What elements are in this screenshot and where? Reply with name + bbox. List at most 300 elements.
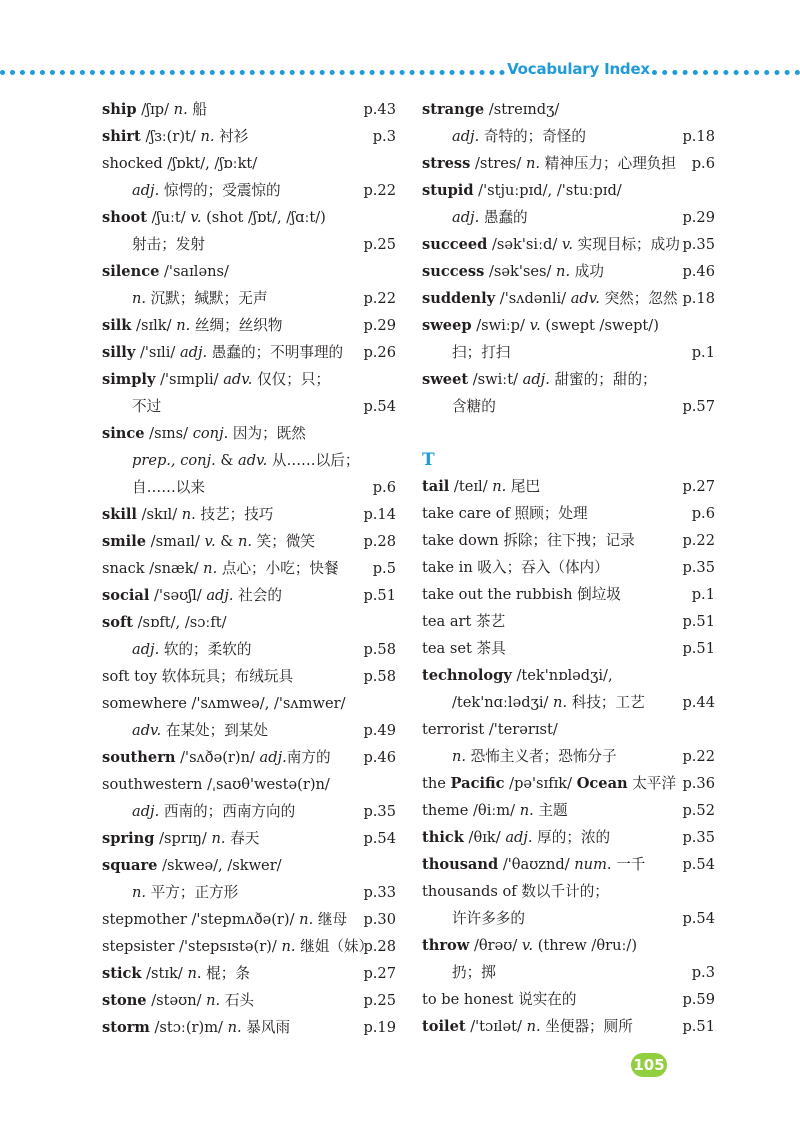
- entry-text: [422, 473, 715, 500]
- entry-segment: /θɪk/: [463, 829, 506, 846]
- entry-continuation: [102, 717, 396, 744]
- entry-segment: 太平洋: [627, 775, 677, 792]
- entry-segment: tea set 茶具: [422, 640, 506, 657]
- part-of-speech: adv.: [570, 290, 600, 307]
- part-of-speech: adv.: [132, 722, 162, 739]
- entry-line: [102, 744, 396, 771]
- headword: silly: [102, 344, 136, 361]
- headword: sweep: [422, 317, 472, 334]
- headword: ship: [102, 101, 137, 118]
- entry-segment: 西南的；西南方向的: [159, 803, 296, 820]
- entry-segment: /ʃuːt/: [147, 209, 191, 226]
- page-reference: p.3: [372, 128, 396, 145]
- page-reference: p.25: [363, 236, 396, 253]
- entry-line: [422, 635, 715, 662]
- entry-segment: 继姐（妹）: [295, 938, 374, 955]
- entry-text: [102, 96, 396, 123]
- entry-segment: 扫；打扫: [452, 344, 511, 361]
- page-reference: p.1: [691, 586, 715, 603]
- entry-line: [102, 501, 396, 528]
- page-reference: p.51: [363, 587, 396, 604]
- entry-segment: 奇特的；奇怪的: [479, 128, 587, 145]
- entry-text: [422, 932, 715, 959]
- entry-line: [422, 851, 715, 878]
- part-of-speech: prep., conj.: [132, 452, 216, 469]
- entry-line: [422, 258, 715, 285]
- page-reference: p.52: [682, 802, 715, 819]
- entry-segment: /'tɔɪlət/: [465, 1018, 527, 1035]
- page-reference: p.44: [682, 694, 715, 711]
- part-of-speech: v.: [190, 209, 202, 226]
- part-of-speech: v.: [204, 533, 216, 550]
- left-column: [102, 96, 396, 1041]
- part-of-speech: adj.: [206, 587, 234, 604]
- headword: silence: [102, 263, 160, 280]
- entry-line: [422, 1013, 715, 1040]
- page-reference: p.6: [372, 479, 396, 496]
- entry-text: [102, 825, 396, 852]
- entry-text: [422, 797, 715, 824]
- page-reference: p.35: [682, 236, 715, 253]
- page-reference: p.59: [682, 991, 715, 1008]
- entry-segment: take down 拆除；往下拽；记录: [422, 532, 635, 549]
- entry-segment: snack /snæk/: [102, 560, 204, 577]
- page-reference: p.22: [682, 532, 715, 549]
- entry-segment: 从……以后；: [267, 452, 360, 469]
- part-of-speech: n.: [132, 884, 147, 901]
- entry-text: [102, 636, 396, 663]
- entry-line: [422, 797, 715, 824]
- headword: simply: [102, 371, 156, 388]
- entry-continuation: [422, 689, 715, 716]
- headword: thick: [422, 829, 464, 846]
- entry-segment: 尾巴: [506, 478, 541, 495]
- entry-text: [102, 906, 396, 933]
- entry-line: [102, 258, 396, 285]
- entry-text: [422, 500, 715, 527]
- entry-text: [422, 608, 715, 635]
- entry-line: [102, 96, 396, 123]
- entry-segment: /streɪndʒ/: [484, 101, 560, 118]
- entry-segment: 笑；微笑: [252, 533, 316, 550]
- page-number: 105: [631, 1053, 667, 1077]
- entry-segment: 仅仅；只；: [252, 371, 331, 388]
- headword: spring: [102, 830, 155, 847]
- entry-segment: take out the rubbish 倒垃圾: [422, 586, 621, 603]
- page-reference: p.1: [691, 344, 715, 361]
- headword: throw: [422, 937, 470, 954]
- entry-line: [422, 527, 715, 554]
- entry-text: [422, 527, 715, 554]
- entry-text: [422, 662, 715, 689]
- headword: succeed: [422, 236, 488, 253]
- headword: storm: [102, 1019, 150, 1036]
- entry-segment: /sprɪŋ/: [154, 830, 212, 847]
- entry-continuation: [102, 447, 396, 474]
- entry-segment: take care of 照顾；处理: [422, 505, 588, 522]
- entry-text: [102, 852, 396, 879]
- page-reference: p.54: [682, 910, 715, 927]
- entry-text: [102, 555, 396, 582]
- part-of-speech: adv.: [223, 371, 253, 388]
- entry-text: [422, 231, 715, 258]
- entry-segment: 社会的: [233, 587, 282, 604]
- headword: toilet: [422, 1018, 466, 1035]
- part-of-speech: adj.: [452, 209, 480, 226]
- entry-segment: &: [215, 533, 238, 550]
- part-of-speech: adj.: [132, 641, 160, 658]
- headword: soft: [102, 614, 133, 631]
- entry-text: [102, 987, 396, 1014]
- entry-text: [102, 879, 396, 906]
- entry-text: [102, 339, 396, 366]
- page-reference: p.26: [363, 344, 396, 361]
- entry-text: [102, 123, 396, 150]
- headword: shirt: [102, 128, 141, 145]
- entry-text: [422, 635, 715, 662]
- entry-continuation: [102, 231, 396, 258]
- headword: skill: [102, 506, 137, 523]
- entry-line: [422, 608, 715, 635]
- entry-continuation: [102, 474, 396, 501]
- entry-continuation: [102, 285, 396, 312]
- part-of-speech: n.: [203, 560, 218, 577]
- entry-line: [102, 852, 396, 879]
- entry-line: [422, 878, 715, 905]
- entry-segment: shocked /ʃɒkt/, /ʃɒːkt/: [102, 155, 258, 172]
- header-title: Vocabulary Index: [507, 60, 650, 78]
- part-of-speech: adv.: [238, 452, 268, 469]
- entry-text: [422, 743, 715, 770]
- entry-line: [102, 312, 396, 339]
- entry-text: [102, 663, 396, 690]
- entry-text: [422, 1013, 715, 1040]
- entry-text: [102, 501, 396, 528]
- entry-line: [422, 581, 715, 608]
- part-of-speech: n.: [187, 965, 202, 982]
- page-reference: p.43: [363, 101, 396, 118]
- page-reference: p.28: [363, 938, 396, 955]
- entry-text: [102, 933, 396, 960]
- entry-line: [102, 771, 396, 798]
- entry-text: [102, 285, 396, 312]
- entry-line: [102, 690, 396, 717]
- entry-segment: /swiːt/: [468, 371, 523, 388]
- page-reference: p.51: [682, 613, 715, 630]
- entry-segment: /stres/: [470, 155, 526, 172]
- part-of-speech: n.: [227, 1019, 242, 1036]
- entry-text: [422, 878, 715, 905]
- entry-segment: /ʃɜː(r)t/: [140, 128, 201, 145]
- page-reference: p.51: [682, 640, 715, 657]
- entry-segment: 衬衫: [214, 128, 249, 145]
- entry-segment: /'saɪləns/: [159, 263, 229, 280]
- entry-segment: /tek'nɒlədʒi/,: [511, 667, 613, 684]
- entry-continuation: [422, 743, 715, 770]
- entry-line: [422, 932, 715, 959]
- headword: social: [102, 587, 150, 604]
- page-reference: p.58: [363, 668, 396, 685]
- page-reference: p.35: [363, 803, 396, 820]
- entry-segment: 自……以来: [132, 479, 205, 496]
- entry-text: [422, 312, 715, 339]
- headword: stress: [422, 155, 471, 172]
- entry-segment: 技艺；技巧: [195, 506, 274, 523]
- entry-segment: somewhere /'sʌmweə/, /'sʌmwer/: [102, 695, 346, 712]
- entry-continuation: [102, 798, 396, 825]
- page-reference: p.51: [682, 1018, 715, 1035]
- entry-continuation: [422, 204, 715, 231]
- entry-segment: theme /θiːm/: [422, 802, 520, 819]
- entry-segment: take in 吸入；吞入（体内）: [422, 559, 609, 576]
- entry-line: [102, 555, 396, 582]
- part-of-speech: v.: [521, 937, 534, 954]
- entry-text: [102, 420, 396, 447]
- entry-text: [102, 528, 396, 555]
- entry-continuation: [422, 339, 715, 366]
- entry-line: [102, 825, 396, 852]
- entry-line: [422, 285, 715, 312]
- entry-continuation: [422, 959, 715, 986]
- part-of-speech: adj.: [505, 829, 533, 846]
- page-reference: p.28: [363, 533, 396, 550]
- entry-line: [422, 824, 715, 851]
- entry-segment: /sɪlk/: [131, 317, 177, 334]
- entry-line: [422, 716, 715, 743]
- entry-segment: 主题: [533, 802, 568, 819]
- page-reference: p.19: [363, 1019, 396, 1036]
- page-reference: p.22: [363, 290, 396, 307]
- entry-line: [102, 528, 396, 555]
- entry-text: [422, 123, 715, 150]
- part-of-speech: n.: [492, 478, 507, 495]
- entry-segment: /sək'siːd/: [487, 236, 562, 253]
- part-of-speech: n.: [211, 830, 226, 847]
- entry-segment: 软的；柔软的: [159, 641, 252, 658]
- entry-text: [102, 366, 396, 393]
- part-of-speech: n.: [281, 938, 296, 955]
- section-letter: T: [422, 450, 435, 470]
- entry-line: [422, 96, 715, 123]
- part-of-speech: n.: [176, 317, 191, 334]
- entry-line: [422, 231, 715, 258]
- entry-segment: /'stjuːpɪd/, /'stuːpɪd/: [473, 182, 622, 199]
- part-of-speech: n.: [200, 128, 215, 145]
- part-of-speech: n.: [553, 694, 568, 711]
- part-of-speech: adj.: [452, 128, 480, 145]
- entry-segment: &: [215, 452, 239, 469]
- entry-segment: /sək'ses/: [484, 263, 557, 280]
- entry-segment: 厚的；浓的: [532, 829, 611, 846]
- page-reference: p.36: [682, 775, 715, 792]
- page-reference: p.46: [682, 263, 715, 280]
- entry-text: [102, 447, 396, 474]
- entry-segment: /skɪl/: [136, 506, 182, 523]
- entry-text: [102, 582, 396, 609]
- part-of-speech: n.: [173, 101, 188, 118]
- entry-line: [422, 986, 715, 1013]
- entry-text: [422, 285, 715, 312]
- headword: smile: [102, 533, 147, 550]
- page-reference: p.30: [363, 911, 396, 928]
- entry-segment: /'sʌdənli/: [495, 290, 571, 307]
- page-reference: p.54: [363, 830, 396, 847]
- entry-line: [422, 554, 715, 581]
- entry-segment: 继母: [313, 911, 348, 928]
- right-column: [422, 96, 715, 1040]
- entry-line: [422, 473, 715, 500]
- entry-continuation: [102, 393, 396, 420]
- entry-segment: 成功: [570, 263, 604, 280]
- entry-segment: stepsister /'stepsɪstə(r)/: [102, 938, 282, 955]
- part-of-speech: v.: [529, 317, 541, 334]
- part-of-speech: n.: [299, 911, 314, 928]
- entry-segment: /'θaʊznd/: [498, 856, 575, 873]
- entry-segment: 暴风雨: [241, 1019, 291, 1036]
- entry-line: [102, 987, 396, 1014]
- entry-segment: southwestern /ˌsaʊθ'westə(r)n/: [102, 776, 330, 793]
- entry-line: [102, 906, 396, 933]
- entry-segment: /smaɪl/: [146, 533, 205, 550]
- entry-segment: 实现目标；成功: [573, 236, 680, 253]
- entry-segment: 恐怖主义者；恐怖分子: [466, 748, 617, 765]
- page-reference: p.3: [691, 964, 715, 981]
- entry-text: [102, 231, 396, 258]
- entry-text: [422, 689, 715, 716]
- entry-text: [422, 258, 715, 285]
- entry-line: [422, 366, 715, 393]
- entry-line: [422, 150, 715, 177]
- entry-segment: to be honest 说实在的: [422, 991, 577, 1008]
- entry-segment: 一千: [611, 856, 646, 873]
- entry-text: [422, 716, 715, 743]
- entry-segment: /'sɪli/: [135, 344, 180, 361]
- part-of-speech: conj.: [192, 425, 229, 442]
- part-of-speech: n.: [452, 748, 467, 765]
- entry-text: [102, 1014, 396, 1041]
- entry-segment: 丝绸；丝织物: [190, 317, 283, 334]
- entry-text: [102, 609, 396, 636]
- entry-text: [102, 771, 396, 798]
- entry-text: [422, 905, 715, 932]
- headword: stupid: [422, 182, 474, 199]
- page-reference: p.57: [682, 398, 715, 415]
- entry-segment: 因为；既然: [228, 425, 306, 442]
- entry-segment: 沉默；缄默；无声: [146, 290, 268, 307]
- page-reference: p.54: [682, 856, 715, 873]
- entry-text: [102, 204, 396, 231]
- entry-line: [102, 150, 396, 177]
- entry-line: [422, 177, 715, 204]
- entry-segment: /tek'nɑːlədʒi/: [452, 694, 554, 711]
- entry-line: [102, 339, 396, 366]
- entry-text: [422, 204, 715, 231]
- page-reference: p.58: [363, 641, 396, 658]
- entry-text: [422, 554, 715, 581]
- entry-segment: 坐便器；厕所: [540, 1018, 633, 1035]
- entry-segment: soft toy 软体玩具；布绒玩具: [102, 668, 294, 685]
- entry-segment: tea art 茶艺: [422, 613, 506, 630]
- entry-segment: /stɪk/: [141, 965, 188, 982]
- page-reference: p.18: [682, 290, 715, 307]
- part-of-speech: adj.: [132, 182, 160, 199]
- headword: technology: [422, 667, 512, 684]
- page-reference: p.29: [682, 209, 715, 226]
- headword: success: [422, 263, 485, 280]
- entry-continuation: [102, 879, 396, 906]
- entry-text: [102, 258, 396, 285]
- page-reference: p.14: [363, 506, 396, 523]
- entry-segment: /pə'sɪfɪk/: [504, 775, 577, 792]
- entry-text: [422, 851, 715, 878]
- entry-segment: terrorist /'terərɪst/: [422, 721, 558, 738]
- entry-line: [422, 312, 715, 339]
- entry-segment: 棍；条: [201, 965, 250, 982]
- entry-segment: 扔；掷: [452, 964, 496, 981]
- part-of-speech: n.: [237, 533, 252, 550]
- page-reference: p.22: [682, 748, 715, 765]
- entry-segment: 精神压力；心理负担: [540, 155, 676, 172]
- entry-continuation: [422, 123, 715, 150]
- entry-segment: 突然；忽然: [599, 290, 678, 307]
- headword: stone: [102, 992, 147, 1009]
- entry-text: [422, 339, 715, 366]
- page-reference: p.18: [682, 128, 715, 145]
- entry-continuation: [422, 393, 715, 420]
- entry-text: [102, 150, 396, 177]
- entry-text: [422, 366, 715, 393]
- entry-segment: stepmother /'stepmʌðə(r)/: [102, 911, 300, 928]
- entry-segment: 平方；正方形: [146, 884, 239, 901]
- entry-line: [102, 933, 396, 960]
- part-of-speech: v.: [561, 236, 574, 253]
- entry-segment: 科技；工艺: [567, 694, 645, 711]
- part-of-speech: adj.: [132, 803, 160, 820]
- entry-segment: 春天: [225, 830, 260, 847]
- headword: southern: [102, 749, 176, 766]
- entry-line: [422, 770, 715, 797]
- part-of-speech: n.: [181, 506, 196, 523]
- page-reference: p.46: [363, 749, 396, 766]
- entry-continuation: [102, 177, 396, 204]
- headword: Pacific: [450, 775, 505, 792]
- part-of-speech: n.: [525, 155, 540, 172]
- page-reference: p.6: [691, 505, 715, 522]
- entry-text: [422, 581, 715, 608]
- entry-segment: 愚蠢的；不明事理的: [207, 344, 344, 361]
- entry-segment: /'sʌðə(r)n/: [175, 749, 260, 766]
- entry-segment: /skweə/, /skwer/: [157, 857, 282, 874]
- entry-segment: 甜蜜的；甜的；: [549, 371, 657, 388]
- entry-segment: 射击；发射: [132, 236, 205, 253]
- entry-text: [422, 177, 715, 204]
- entry-segment: /sɒft/, /sɔːft/: [132, 614, 227, 631]
- headword: strange: [422, 101, 485, 118]
- entry-segment: 许许多多的: [452, 910, 525, 927]
- entry-segment: /'sɪmpli/: [155, 371, 224, 388]
- page-reference: p.35: [682, 829, 715, 846]
- headword: thousand: [422, 856, 499, 873]
- entry-line: [422, 662, 715, 689]
- page-reference: p.25: [363, 992, 396, 1009]
- entry-segment: 南方的: [286, 749, 331, 766]
- entry-segment: /sɪns/: [144, 425, 193, 442]
- headword: suddenly: [422, 290, 496, 307]
- entry-segment: /teɪl/: [449, 478, 493, 495]
- right-column-t-entries: [422, 473, 715, 1040]
- entry-text: [422, 96, 715, 123]
- entry-segment: /θrəʊ/: [469, 937, 522, 954]
